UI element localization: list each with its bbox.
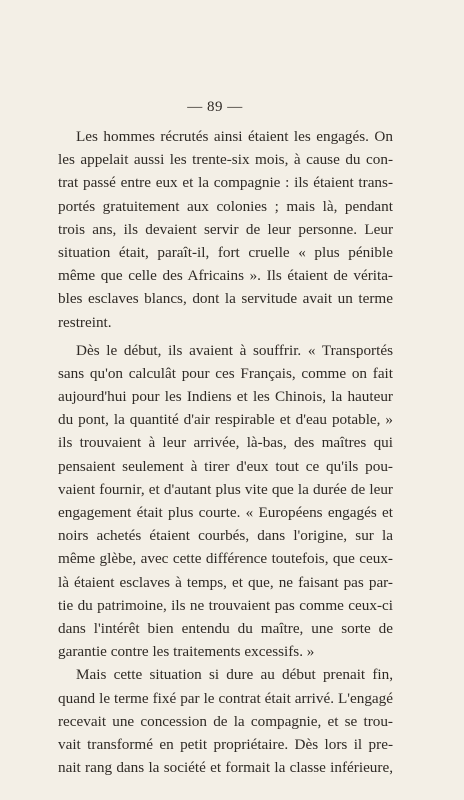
text-line: vait transformé en petit propriétaire. Dès lors il pre- — [58, 735, 393, 753]
text-line: dans l'intérêt bien entendu du maître, une sorte de — [58, 619, 393, 637]
text-line: Les hommes récrutés ainsi étaient les engagés. On — [76, 128, 393, 145]
text-line: bles esclaves blancs, dont la servitude avait un terme — [58, 290, 393, 308]
page-number: — 89 — — [187, 99, 243, 115]
text-line: situation était, paraît-il, fort cruelle « plus pénible — [58, 243, 393, 261]
text-line: aujourd'hui pour les Indiens et les Chinois, la hauteur — [58, 388, 393, 406]
body-text — [58, 125, 393, 779]
text-line: ils trouvaient à leur arrivée, là-bas, des maîtres qui — [58, 434, 393, 452]
text-line: même que celle des Africains ». Ils étaient de vérita- — [58, 267, 393, 285]
text-line: vaient fournir, et d'autant plus vite que la durée de leur — [58, 480, 393, 498]
text-line: nait rang dans la société et formait la classe inférieure, — [58, 759, 393, 777]
text-line: pensaient seulement à tirer d'eux tout ce qu'ils pou- — [58, 457, 393, 475]
text-line: les appelait aussi les trente-six mois, à cause du con- — [58, 151, 393, 169]
text-line: recevait une concession de la compagnie, et se trou- — [58, 712, 393, 730]
text-line: restreint. — [58, 313, 112, 331]
text-line: Mais cette situation si dure au début prenait fin, — [76, 666, 393, 684]
text-line: noirs achetés étaient courbés, dans l'origine, sur la — [58, 527, 393, 545]
text-line: engagement était plus courte. « Européens engagés et — [58, 504, 393, 521]
text-line: tie du patrimoine, ils ne trouvaient pas comme ceux-ci — [58, 596, 393, 614]
text-line: garantie contre les traitements excessifs. » — [58, 643, 315, 661]
text-line: trat passé entre eux et la compagnie : ils étaient trans- — [58, 174, 393, 192]
text-line: sans qu'on calculât pour ces Français, comme on fait — [58, 364, 393, 382]
text-line: là étaient esclaves à temps, et que, ne faisant pas par- — [58, 573, 393, 591]
text-line: trois ans, ils devaient servir de leur personne. Leur — [58, 220, 393, 238]
text-line: même glèbe, avec cette différence toutefois, que ceux- — [58, 550, 393, 568]
text-line: portés gratuitement aux colonies ; mais là, pendant — [58, 197, 393, 215]
text-line: quand le terme fixé par le contrat était arrivé. L'engagé — [58, 689, 393, 707]
text-line: du pont, la quantité d'air respirable et d'eau potable, » — [58, 411, 393, 429]
text-line: Dès le début, ils avaient à souffrir. « Transportés — [76, 341, 393, 359]
